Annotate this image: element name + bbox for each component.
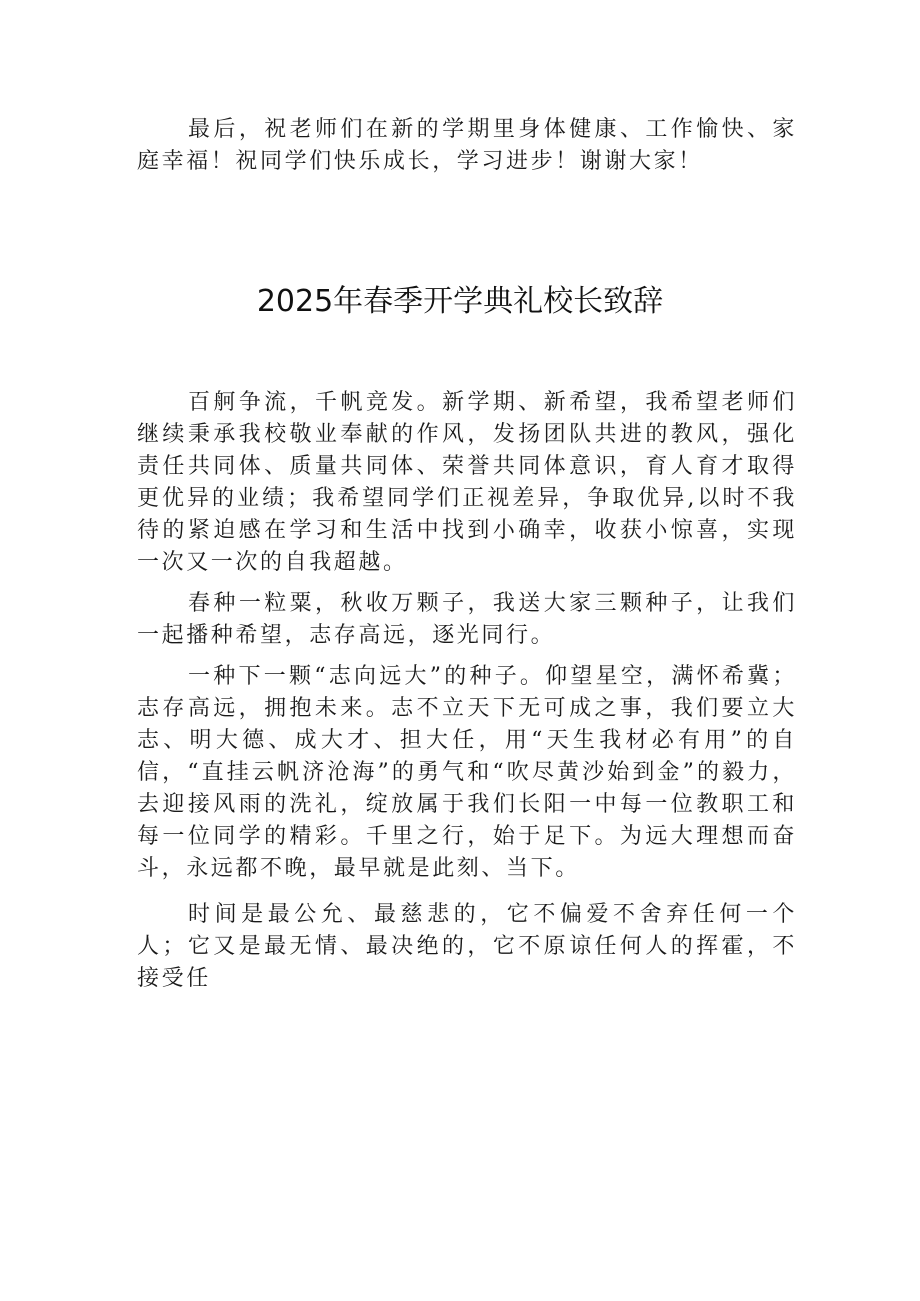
- paragraph-goals: 百舸争流，千帆竞发。新学期、新希望，我希望老师们继续秉承我校敬业奉献的作风，发扬团队共进的教风，强化责任共同体、质量共同体、荣誉共同体意识，育人育才取得更优异的业绩；我希望同学们正视差异，争取优异,以时不我待的紧迫感在学习和生活中找到小确幸，收获小惊喜，实现一次又一次的自我超越。: [137, 390, 797, 575]
- paragraph-seed-one: 一种下一颗“志向远大”的种子。仰望星空，满怀希冀；志存高远，拥抱未来。志不立天下无可成之事，我们要立大志、明大德、成大才、担大任，用“天生我材必有用”的自信，“直挂云帆济沧海”的勇气和“吹尽黄沙始到金”的毅力，去迎接风雨的洗礼，绽放属于我们长阳一中每一位教职工和每一位同学的精彩。千里之行，始于足下。为远大理想而奋斗，永远都不晚，最早就是此刻、当下。: [137, 664, 797, 881]
- speech-body: [137, 387, 797, 995]
- closing-section: [137, 114, 797, 178]
- paragraph-time: 时间是最公允、最慈悲的，它不偏爱不舍弃任何一个人；它又是最无情、最决绝的，它不原谅任何人的挥霍，不接受任: [137, 902, 797, 991]
- speech-title: 2025年春季开学典礼校长致辞: [256, 284, 664, 319]
- paragraph-seeds-intro: 春种一粒粟，秋收万颗子，我送大家三颗种子，让我们一起播种希望，志存高远，逐光同行。: [137, 591, 797, 648]
- closing-paragraph: 最后，祝老师们在新的学期里身体健康、工作愉快、家庭幸福！祝同学们快乐成长，学习进步！谢谢大家！: [137, 117, 797, 174]
